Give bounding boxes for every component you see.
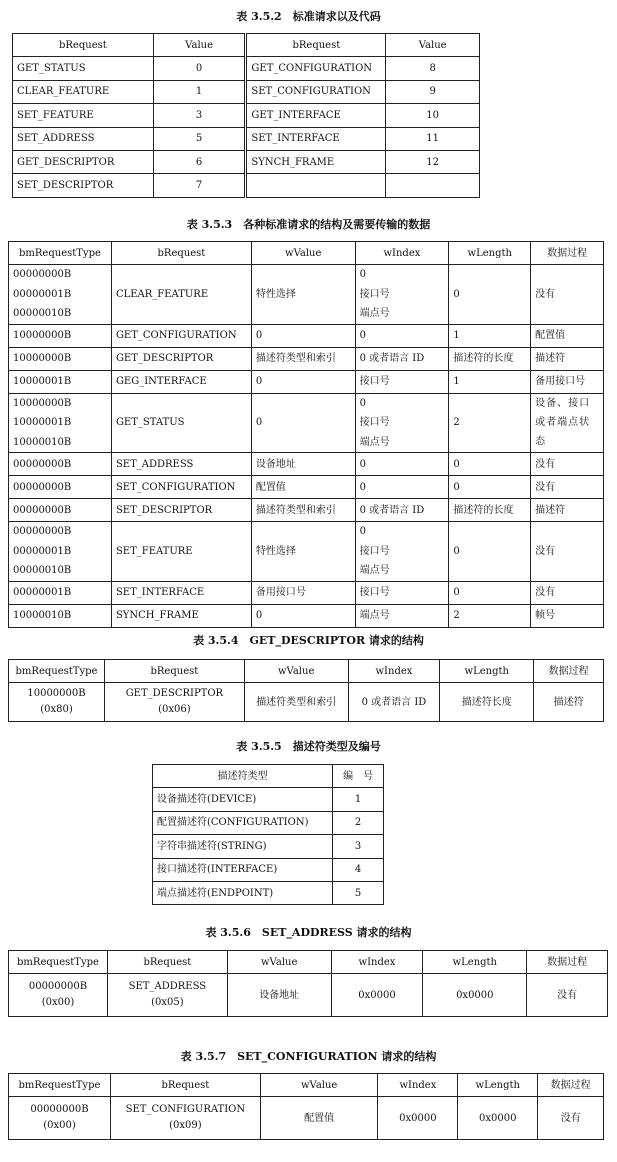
wvalue-cell: 备用接口号	[251, 581, 355, 604]
data-stage-cell: 没有	[538, 1097, 604, 1140]
request-value: 12	[386, 150, 480, 173]
brequest-cell: GET_DESCRIPTOR	[111, 347, 251, 370]
table-3-5-6	[8, 950, 608, 1017]
wvalue-cell: 描述符类型和索引	[251, 347, 355, 370]
table-row	[13, 127, 480, 150]
column-header: bRequest	[107, 951, 227, 974]
table-row	[9, 581, 604, 604]
table-row	[9, 522, 604, 582]
data-stage-cell: 配置值	[531, 324, 604, 347]
descriptor-number: 2	[333, 811, 384, 834]
table-row	[9, 393, 604, 453]
windex-cell: 接口号	[355, 370, 449, 393]
column-header: wValue	[260, 1074, 378, 1097]
data-stage-cell: 描述符	[534, 683, 604, 722]
column-header: 数据过程	[534, 660, 604, 683]
table-row	[9, 265, 604, 325]
bmrequesttype-cell: 00000000B	[9, 453, 112, 476]
table-row	[153, 788, 384, 811]
request-value: 7	[153, 174, 246, 197]
table-row	[9, 683, 604, 722]
windex-cell: 0 或者语言 ID	[355, 347, 449, 370]
request-value: 11	[386, 127, 480, 150]
table-row	[9, 453, 604, 476]
table-row	[9, 974, 608, 1017]
request-name: CLEAR_FEATURE	[13, 80, 154, 103]
brequest-cell: SYNCH_FRAME	[111, 604, 251, 627]
wvalue-cell: 0	[251, 393, 355, 453]
bmrequesttype-cell: 10000000B (0x80)	[9, 683, 105, 722]
request-value: 3	[153, 104, 246, 127]
table-header-row	[13, 34, 480, 57]
table-row	[9, 347, 604, 370]
column-header: wIndex	[331, 951, 423, 974]
table-header-row	[9, 660, 604, 683]
brequest-cell: SET_FEATURE	[111, 522, 251, 582]
brequest-cell: GET_CONFIGURATION	[111, 324, 251, 347]
brequest-cell: SET_ADDRESS (0x05)	[107, 974, 227, 1017]
bmrequesttype-cell: 00000000B	[9, 476, 112, 499]
request-value: 6	[153, 150, 246, 173]
table-3-5-6-title: 表 3.5.6 SET_ADDRESS 请求的结构	[205, 926, 412, 939]
wvalue-cell: 0	[251, 324, 355, 347]
column-header: 数据过程	[527, 951, 608, 974]
table-3-5-5-title: 表 3.5.5 描述符类型及编号	[236, 740, 381, 753]
column-header: wValue	[244, 660, 348, 683]
descriptor-type: 设备描述符(DEVICE)	[153, 788, 333, 811]
column-header: wLength	[440, 660, 534, 683]
wvalue-cell: 0	[251, 370, 355, 393]
descriptor-number: 3	[333, 835, 384, 858]
column-header: wLength	[458, 1074, 538, 1097]
request-name: SYNCH_FRAME	[246, 150, 386, 173]
brequest-cell: SET_CONFIGURATION	[111, 476, 251, 499]
brequest-cell: SET_ADDRESS	[111, 453, 251, 476]
table-row	[9, 1097, 604, 1140]
column-header: bmRequestType	[9, 951, 108, 974]
brequest-cell: SET_DESCRIPTOR	[111, 499, 251, 522]
table-row	[13, 174, 480, 197]
wlength-cell: 描述符的长度	[449, 347, 531, 370]
wlength-cell: 0	[449, 453, 531, 476]
wvalue-cell: 特性选择	[251, 265, 355, 325]
column-header: bmRequestType	[9, 242, 112, 265]
bmrequesttype-cell: 00000000B	[9, 499, 112, 522]
windex-cell: 0 或者语言 ID	[348, 683, 440, 722]
request-name: SET_CONFIGURATION	[246, 80, 386, 103]
table-3-5-7	[8, 1073, 604, 1140]
bmrequesttype-cell: 00000001B	[9, 581, 112, 604]
table-row	[13, 80, 480, 103]
request-value	[386, 174, 480, 197]
column-header: 数据过程	[531, 242, 604, 265]
wlength-cell: 2	[449, 604, 531, 627]
column-header: bRequest	[110, 1074, 260, 1097]
table-row	[9, 476, 604, 499]
table-row	[153, 858, 384, 881]
brequest-cell: CLEAR_FEATURE	[111, 265, 251, 325]
table-row	[13, 104, 480, 127]
brequest-cell: SET_CONFIGURATION (0x09)	[110, 1097, 260, 1140]
windex-cell: 0	[355, 324, 449, 347]
wvalue-cell: 特性选择	[251, 522, 355, 582]
windex-cell: 0 接口号 端点号	[355, 522, 449, 582]
wvalue-cell: 描述符类型和索引	[251, 499, 355, 522]
column-header: wIndex	[355, 242, 449, 265]
column-header: wValue	[251, 242, 355, 265]
request-value: 1	[153, 80, 246, 103]
brequest-cell: GET_DESCRIPTOR (0x06)	[104, 683, 244, 722]
wlength-cell: 描述符长度	[440, 683, 534, 722]
windex-cell: 0 或者语言 ID	[355, 499, 449, 522]
column-header: bRequest	[111, 242, 251, 265]
data-stage-cell: 帧号	[531, 604, 604, 627]
brequest-cell: GET_STATUS	[111, 393, 251, 453]
bmrequesttype-cell: 00000000B (0x00)	[9, 974, 108, 1017]
table-header-row	[9, 951, 608, 974]
bmrequesttype-cell: 10000000B	[9, 347, 112, 370]
windex-cell: 0	[355, 476, 449, 499]
descriptor-number: 5	[333, 881, 384, 904]
wlength-cell: 0	[449, 265, 531, 325]
wvalue-cell: 设备地址	[227, 974, 331, 1017]
bmrequesttype-cell: 10000001B	[9, 370, 112, 393]
data-stage-cell: 设备、接口或者端点状态	[531, 393, 604, 453]
table-3-5-3-title: 表 3.5.3 各种标准请求的结构及需要传输的数据	[186, 218, 431, 231]
wlength-cell: 0x0000	[423, 974, 527, 1017]
column-header: bmRequestType	[9, 1074, 111, 1097]
column-header: 描述符类型	[153, 765, 333, 788]
table-row	[153, 835, 384, 858]
request-value: 9	[386, 80, 480, 103]
data-stage-cell: 描述符	[531, 499, 604, 522]
table-3-5-5	[152, 764, 384, 905]
windex-cell: 0 接口号 端点号	[355, 393, 449, 453]
data-stage-cell: 没有	[531, 453, 604, 476]
data-stage-cell: 没有	[527, 974, 608, 1017]
data-stage-cell: 没有	[531, 476, 604, 499]
request-name	[246, 174, 386, 197]
data-stage-cell: 没有	[531, 522, 604, 582]
data-stage-cell: 描述符	[531, 347, 604, 370]
request-value: 5	[153, 127, 246, 150]
brequest-cell: SET_INTERFACE	[111, 581, 251, 604]
windex-cell: 0 接口号 端点号	[355, 265, 449, 325]
column-header: bmRequestType	[9, 660, 105, 683]
request-name: GET_DESCRIPTOR	[13, 150, 154, 173]
request-value: 10	[386, 104, 480, 127]
column-header: bRequest	[13, 34, 154, 57]
request-name: GET_INTERFACE	[246, 104, 386, 127]
wvalue-cell: 设备地址	[251, 453, 355, 476]
table-row	[13, 150, 480, 173]
request-name: SET_ADDRESS	[13, 127, 154, 150]
table-header-row	[153, 765, 384, 788]
table-row	[9, 324, 604, 347]
wvalue-cell: 配置值	[260, 1097, 378, 1140]
column-header: wLength	[449, 242, 531, 265]
column-header: 数据过程	[538, 1074, 604, 1097]
request-value: 0	[153, 57, 246, 80]
bmrequesttype-cell: 00000000B 00000001B 00000010B	[9, 522, 112, 582]
bmrequesttype-cell: 10000010B	[9, 604, 112, 627]
wlength-cell: 0	[449, 581, 531, 604]
windex-cell: 0	[355, 453, 449, 476]
column-header: wIndex	[378, 1074, 458, 1097]
request-name: GET_STATUS	[13, 57, 154, 80]
wvalue-cell: 描述符类型和索引	[244, 683, 348, 722]
column-header: bRequest	[246, 34, 386, 57]
column-header: bRequest	[104, 660, 244, 683]
table-row	[153, 881, 384, 904]
table-3-5-2	[12, 33, 480, 198]
descriptor-number: 1	[333, 788, 384, 811]
descriptor-number: 4	[333, 858, 384, 881]
descriptor-type: 字符串描述符(STRING)	[153, 835, 333, 858]
table-row	[9, 370, 604, 393]
brequest-cell: GEG_INTERFACE	[111, 370, 251, 393]
windex-cell: 0x0000	[331, 974, 423, 1017]
table-row	[153, 811, 384, 834]
column-header: wIndex	[348, 660, 440, 683]
table-3-5-4	[8, 659, 604, 722]
table-3-5-7-title: 表 3.5.7 SET_CONFIGURATION 请求的结构	[180, 1050, 437, 1063]
data-stage-cell: 没有	[531, 265, 604, 325]
table-row	[13, 57, 480, 80]
column-header: 编 号	[333, 765, 384, 788]
wlength-cell: 0x0000	[458, 1097, 538, 1140]
descriptor-type: 端点描述符(ENDPOINT)	[153, 881, 333, 904]
request-value: 8	[386, 57, 480, 80]
request-name: GET_CONFIGURATION	[246, 57, 386, 80]
request-name: SET_INTERFACE	[246, 127, 386, 150]
data-stage-cell: 没有	[531, 581, 604, 604]
table-3-5-3	[8, 241, 604, 628]
descriptor-type: 配置描述符(CONFIGURATION)	[153, 811, 333, 834]
wlength-cell: 1	[449, 324, 531, 347]
column-header: wLength	[423, 951, 527, 974]
wvalue-cell: 配置值	[251, 476, 355, 499]
wlength-cell: 0	[449, 476, 531, 499]
windex-cell: 接口号	[355, 581, 449, 604]
table-row	[9, 499, 604, 522]
wlength-cell: 0	[449, 522, 531, 582]
data-stage-cell: 备用接口号	[531, 370, 604, 393]
wvalue-cell: 0	[251, 604, 355, 627]
wlength-cell: 1	[449, 370, 531, 393]
wlength-cell: 2	[449, 393, 531, 453]
table-header-row	[9, 1074, 604, 1097]
column-header: wValue	[227, 951, 331, 974]
request-name: SET_FEATURE	[13, 104, 154, 127]
bmrequesttype-cell: 00000000B 00000001B 00000010B	[9, 265, 112, 325]
table-3-5-2-title: 表 3.5.2 标准请求以及代码	[236, 10, 381, 23]
wlength-cell: 描述符的长度	[449, 499, 531, 522]
windex-cell: 0x0000	[378, 1097, 458, 1140]
bmrequesttype-cell: 10000000B	[9, 324, 112, 347]
bmrequesttype-cell: 10000000B 10000001B 10000010B	[9, 393, 112, 453]
column-header: Value	[386, 34, 480, 57]
table-row	[9, 604, 604, 627]
request-name: SET_DESCRIPTOR	[13, 174, 154, 197]
table-3-5-4-title: 表 3.5.4 GET_DESCRIPTOR 请求的结构	[193, 634, 424, 647]
bmrequesttype-cell: 00000000B (0x00)	[9, 1097, 111, 1140]
windex-cell: 端点号	[355, 604, 449, 627]
table-header-row	[9, 242, 604, 265]
descriptor-type: 接口描述符(INTERFACE)	[153, 858, 333, 881]
column-header: Value	[153, 34, 246, 57]
